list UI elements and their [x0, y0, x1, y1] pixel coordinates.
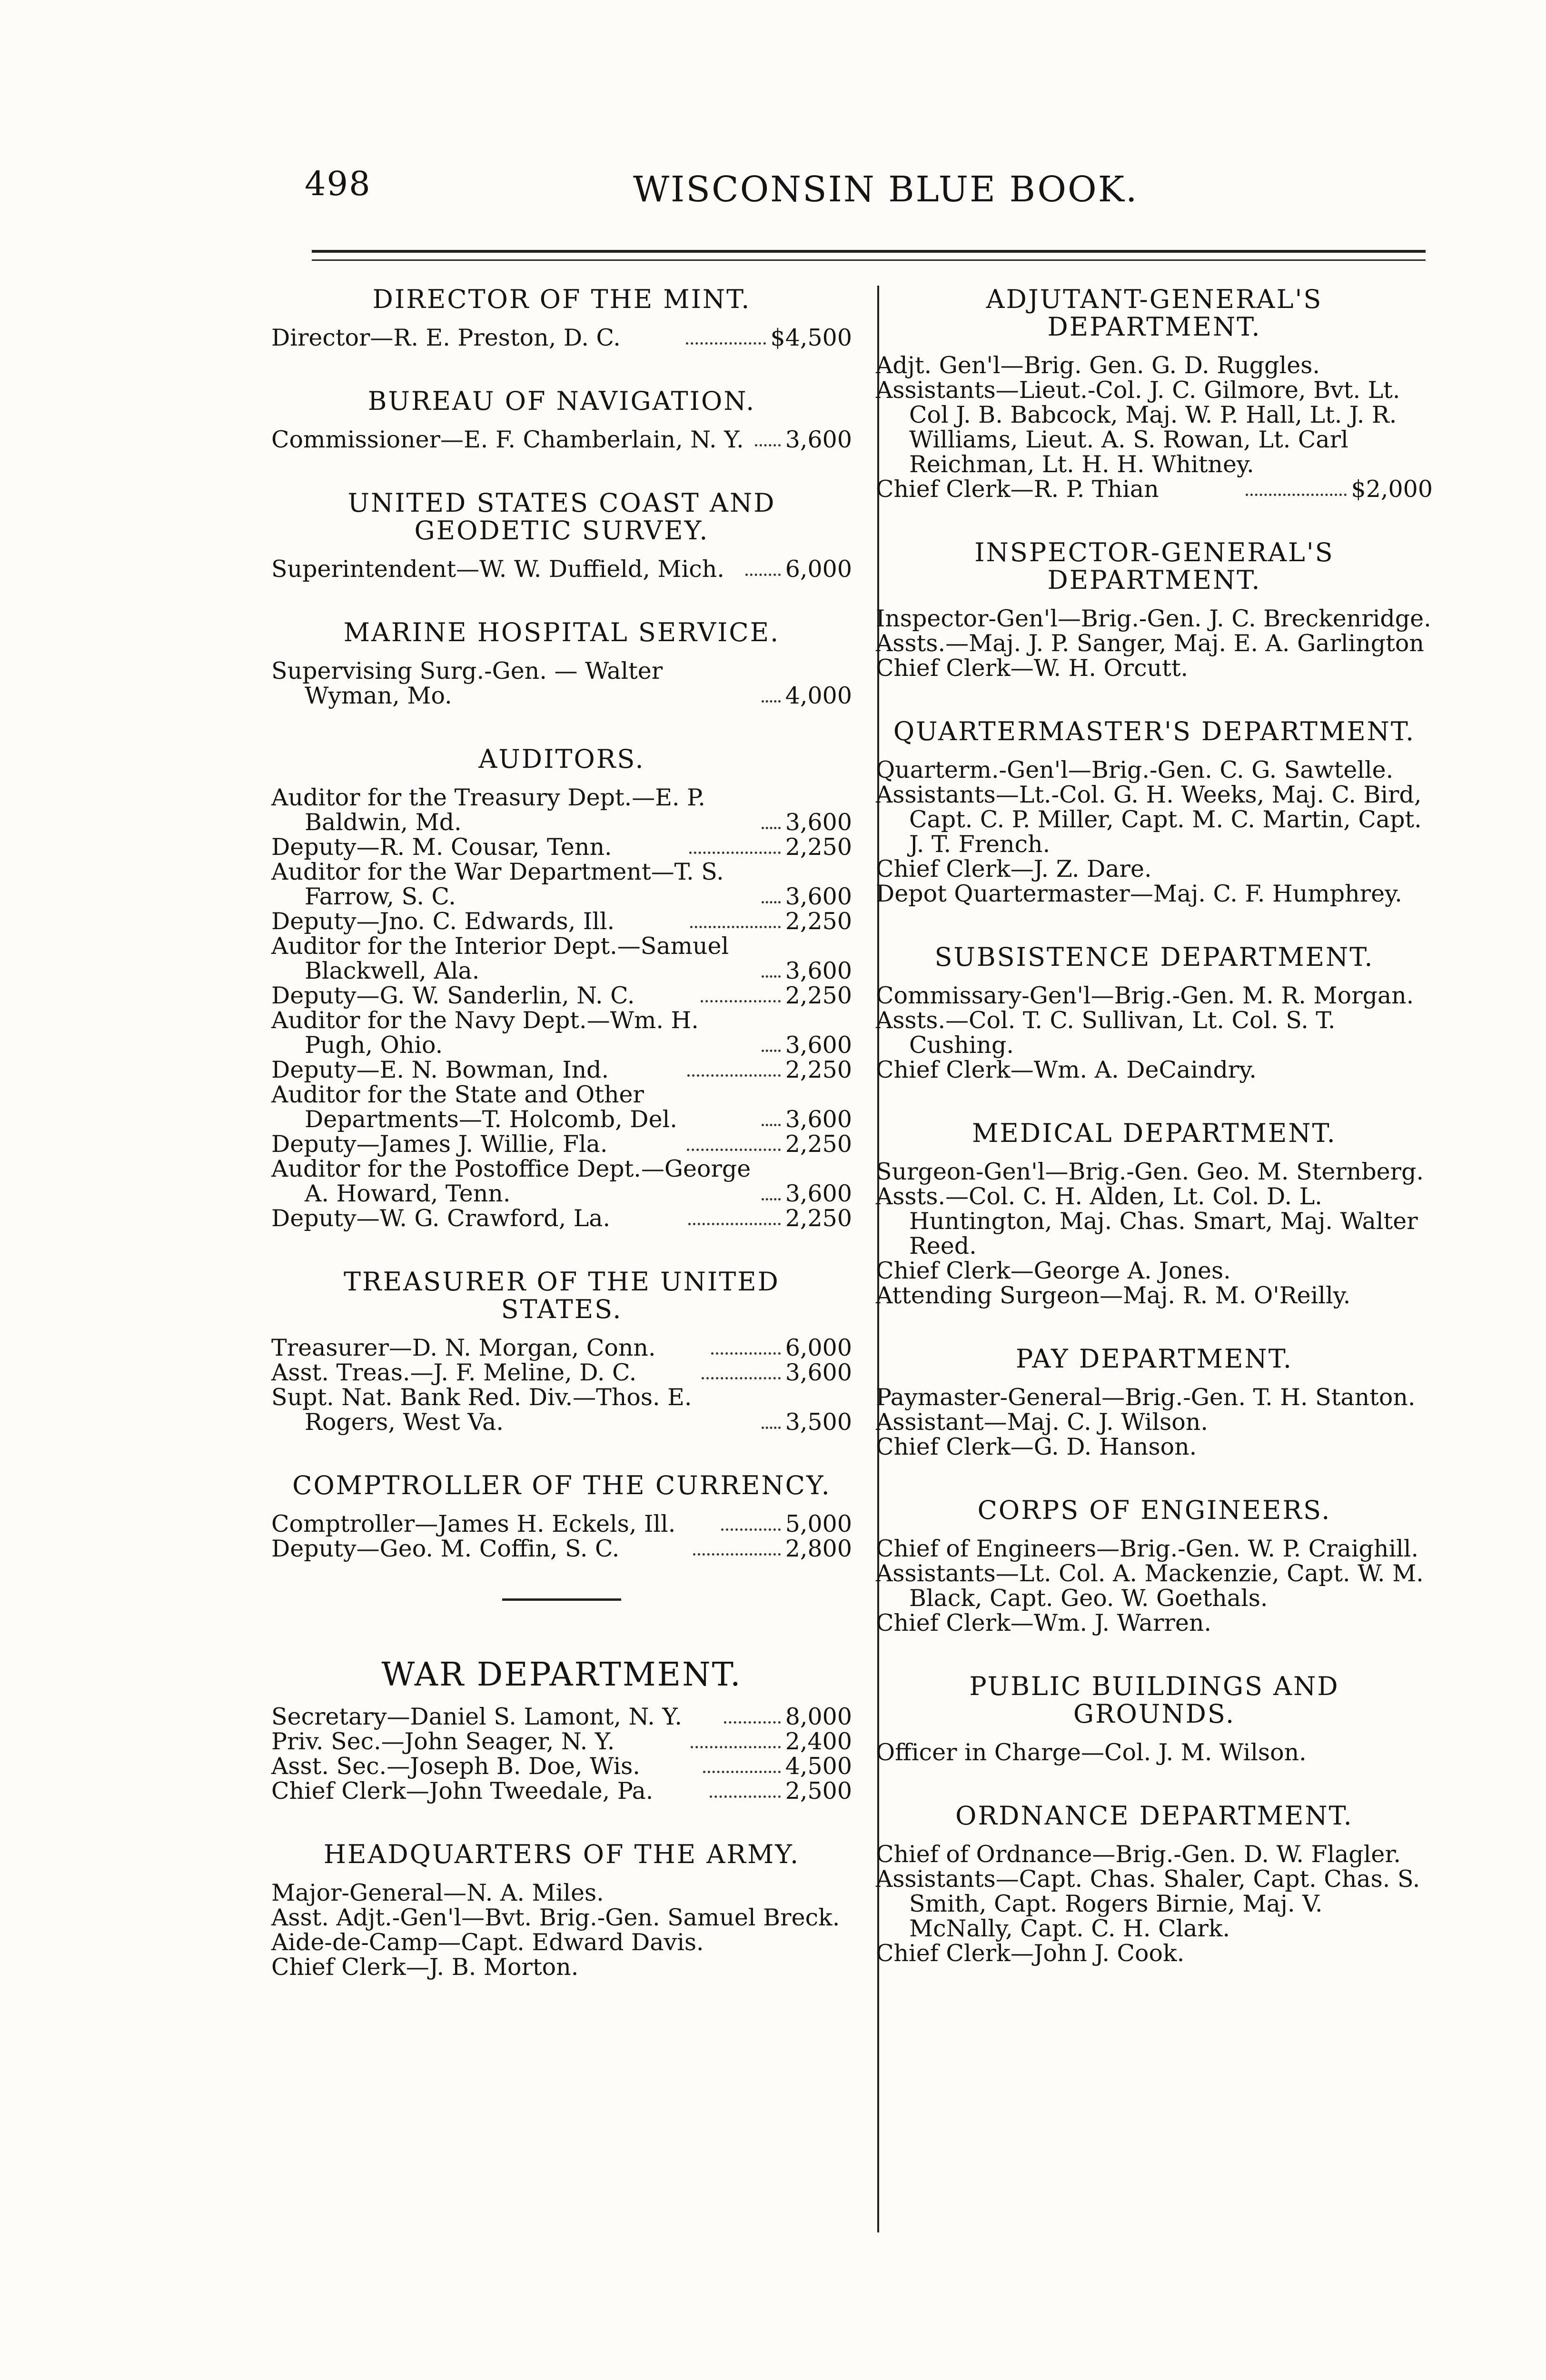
section-united-states-coast-and-geodetic-survey — [271, 489, 852, 582]
entry — [876, 783, 1433, 857]
section-treasurer-of-the-united-states — [271, 1268, 852, 1435]
section-heading: WAR DEPARTMENT. — [381, 1656, 742, 1694]
entry — [876, 857, 1433, 882]
entry-text: Auditor for the Interior Dept.—Samuel Blackwell, Ala. — [271, 932, 729, 984]
section-heading: BUREAU OF NAVIGATION. — [367, 386, 756, 416]
entry-text: Chief Clerk—Wm. J. Warren. — [876, 1609, 1211, 1636]
entry — [271, 1082, 852, 1132]
entry — [876, 882, 1433, 906]
dot-leader — [762, 1427, 781, 1429]
entry — [271, 1729, 852, 1754]
section-subsistence-department — [876, 943, 1433, 1082]
entry-text: Attending Surgeon—Maj. R. M. O'Reilly. — [876, 1282, 1351, 1309]
entry-text: Priv. Sec.—John Seager, N. Y. — [271, 1728, 615, 1755]
section-heading: SUBSISTENCE DEPARTMENT. — [934, 942, 1374, 972]
section-adjutant-general-s-department — [876, 286, 1433, 502]
dot-leader — [710, 1795, 781, 1798]
dot-leader — [721, 1528, 781, 1531]
header-rule-thick — [312, 250, 1426, 253]
entry — [876, 1410, 1433, 1435]
entry — [271, 1881, 852, 1905]
entry-text: Deputy—Geo. M. Coffin, S. C. — [271, 1535, 620, 1562]
entry-text: Asst. Adjt.-Gen'l—Bvt. Brig.-Gen. Samuel Breck. — [271, 1904, 840, 1931]
entry-text: Major-General—N. A. Miles. — [271, 1879, 604, 1906]
entry — [271, 983, 852, 1008]
entry-text: Assts.—Col. T. C. Sullivan, Lt. Col. S. T. Cushing. — [876, 1007, 1336, 1059]
section-inspector-general-s-department — [876, 539, 1433, 681]
entry — [271, 1132, 852, 1157]
section-heading: MEDICAL DEPARTMENT. — [972, 1118, 1337, 1148]
entry-text: Deputy—James J. Willie, Fla. — [271, 1130, 608, 1158]
section-heading: PAY DEPARTMENT. — [1015, 1344, 1293, 1374]
entry-text: Chief Clerk—J. Z. Dare. — [876, 855, 1152, 883]
section-heading: PUBLIC BUILDINGS AND GROUNDS. — [969, 1671, 1339, 1729]
right-column — [876, 286, 1433, 2003]
entry-text: Auditor for the State and Other Departments—T. Holcomb, Del. — [271, 1081, 677, 1133]
dot-leader — [687, 1149, 781, 1151]
entry-text: Assistants—Lt.-Col. G. H. Weeks, Maj. C. Bird, Capt. C. P. Miller, Capt. M. C. Martin, Capt. J. T. French. — [876, 781, 1422, 858]
entry-salary: 2,400 — [785, 1728, 852, 1755]
header-rule-thin — [312, 259, 1426, 261]
section-heading: COMPTROLLER OF THE CURRENCY. — [292, 1470, 831, 1500]
entry-text: Chief of Ordnance—Brig.-Gen. D. W. Flagler. — [876, 1841, 1401, 1868]
entry-text: Deputy—E. N. Bowman, Ind. — [271, 1056, 609, 1083]
entry-salary: 4,000 — [785, 682, 852, 709]
entry — [271, 1385, 852, 1435]
entry — [271, 1206, 852, 1231]
entry — [271, 909, 852, 934]
section-heading: QUARTERMASTER'S DEPARTMENT. — [893, 716, 1416, 746]
entry — [271, 1512, 852, 1537]
entry — [271, 1955, 852, 1980]
entry-text: Assistants—Lt. Col. A. Mackenzie, Capt. W. M. Black, Capt. Geo. W. Goethals. — [876, 1560, 1424, 1612]
dot-leader — [690, 926, 780, 928]
section-heading: DIRECTOR OF THE MINT. — [372, 284, 751, 314]
entry-salary: 3,600 — [785, 426, 852, 453]
section-heading: MARINE HOSPITAL SERVICE. — [343, 617, 780, 647]
dot-leader — [691, 1746, 781, 1748]
entry-text: Assistants—Capt. Chas. Shaler, Capt. Chas. S. Smith, Capt. Rogers Birnie, Maj. V. McNally, Capt. C. H. Clark. — [876, 1865, 1420, 1942]
entry-salary: 3,600 — [785, 1180, 852, 1207]
dot-leader — [762, 827, 781, 829]
dot-leader — [724, 1721, 780, 1724]
entry-text: Assts.—Maj. J. P. Sanger, Maj. E. A. Garlington — [876, 630, 1424, 657]
dot-leader — [711, 1352, 781, 1355]
entry — [876, 1435, 1433, 1459]
entry — [876, 1008, 1433, 1058]
section-auditors — [271, 745, 852, 1231]
dot-leader — [762, 1198, 781, 1200]
dot-leader — [693, 1553, 781, 1556]
entry-text: Deputy—R. M. Cousar, Tenn. — [271, 833, 612, 861]
dot-leader — [745, 574, 781, 576]
entry — [271, 557, 852, 582]
entry — [271, 1705, 852, 1729]
entry-text: Auditor for the Postoffice Dept.—George A. Howard, Tenn. — [271, 1155, 751, 1207]
section-marine-hospital-service — [271, 619, 852, 708]
entry — [876, 606, 1433, 631]
entry — [271, 785, 852, 835]
section-quartermaster-s-department — [876, 718, 1433, 906]
entry-text: Aide-de-Camp—Capt. Edward Davis. — [271, 1929, 704, 1956]
entry-salary: 3,600 — [785, 1359, 852, 1386]
entry-text: Asst. Sec.—Joseph B. Doe, Wis. — [271, 1753, 640, 1780]
entry-text: Quarterm.-Gen'l—Brig.-Gen. C. G. Sawtelle. — [876, 756, 1394, 783]
section-medical-department — [876, 1120, 1433, 1308]
page-header — [305, 164, 1428, 226]
entry — [876, 1941, 1433, 1966]
entry — [876, 477, 1433, 502]
entry — [876, 1867, 1433, 1941]
entry-text: Deputy—G. W. Sanderlin, N. C. — [271, 982, 635, 1009]
entry-text: Auditor for the Treasury Dept.—E. P. Baldwin, Md. — [271, 784, 705, 836]
entry — [876, 1537, 1433, 1561]
dot-leader — [703, 1771, 780, 1773]
section-headquarters-of-the-army — [271, 1841, 852, 1980]
dot-leader — [1246, 494, 1347, 496]
entry-salary: 3,600 — [785, 957, 852, 984]
entry-salary: 2,250 — [785, 833, 852, 861]
entry-text: Comptroller—James H. Eckels, Ill. — [271, 1510, 676, 1537]
entry — [271, 659, 852, 708]
entry-text: Treasurer—D. N. Morgan, Conn. — [271, 1334, 656, 1361]
entry — [876, 353, 1433, 378]
entry-salary: 2,250 — [785, 1130, 852, 1158]
entry-text: Auditor for the War Department—T. S. Farrow, S. C. — [271, 858, 724, 910]
entry-salary: 2,250 — [785, 1056, 852, 1083]
entry — [876, 1740, 1433, 1765]
entry — [271, 427, 852, 452]
entry — [271, 1930, 852, 1955]
entry — [876, 1842, 1433, 1867]
entry — [876, 631, 1433, 656]
entry-text: Assistants—Lieut.-Col. J. C. Gilmore, Bvt. Lt. Col J. B. Babcock, Maj. W. P. Hall, Lt. J. R. Williams, Lieut. A. S. Rowan, Lt. Carl Reichman, Lt. H. H. Whitney. — [876, 377, 1400, 478]
entry — [876, 1259, 1433, 1283]
entry — [271, 1779, 852, 1804]
entry-text: Depot Quartermaster—Maj. C. F. Humphrey. — [876, 880, 1402, 907]
section-heading: ADJUTANT-GENERAL'S DEPARTMENT. — [986, 284, 1323, 342]
entry-text: Chief Clerk—John J. Cook. — [876, 1940, 1185, 1967]
section-divider-rule — [502, 1598, 621, 1601]
entry — [271, 1537, 852, 1561]
section-heading: INSPECTOR-GENERAL'S DEPARTMENT. — [974, 537, 1334, 595]
entry-salary: 5,000 — [785, 1510, 852, 1537]
entry-text: Chief of Engineers—Brig.-Gen. W. P. Craighill. — [876, 1535, 1419, 1562]
entry-text: Secretary—Daniel S. Lamont, N. Y. — [271, 1703, 683, 1730]
dot-leader — [762, 975, 781, 978]
entry-salary: 2,250 — [785, 908, 852, 935]
entry — [271, 1336, 852, 1360]
section-corps-of-engineers — [876, 1497, 1433, 1636]
entry-text: Paymaster-General—Brig.-Gen. T. H. Stanton. — [876, 1384, 1416, 1411]
dot-leader — [762, 700, 781, 703]
dot-leader — [762, 1050, 781, 1052]
entry-salary: 8,000 — [785, 1703, 852, 1730]
entry — [271, 326, 852, 350]
section-heading: UNITED STATES COAST AND GEODETIC SURVEY. — [347, 488, 776, 545]
entry-text: Commissary-Gen'l—Brig.-Gen. M. R. Morgan. — [876, 982, 1414, 1009]
entry-text: Director—R. E. Preston, D. C. — [271, 324, 621, 351]
entry — [876, 1283, 1433, 1308]
entry-text: Chief Clerk—John Tweedale, Pa. — [271, 1777, 654, 1805]
section-heading: TREASURER OF THE UNITED STATES. — [344, 1267, 780, 1324]
entry-text: Adjt. Gen'l—Brig. Gen. G. D. Ruggles. — [876, 352, 1320, 379]
entry-text: Inspector-Gen'l—Brig.-Gen. J. C. Breckenridge. — [876, 605, 1431, 632]
entry-text: Chief Clerk—George A. Jones. — [876, 1257, 1231, 1284]
dot-leader — [686, 342, 765, 345]
entry — [876, 1561, 1433, 1611]
entry-salary: 4,500 — [785, 1753, 852, 1780]
entry-text: Assts.—Col. C. H. Alden, Lt. Col. D. L. Huntington, Maj. Chas. Smart, Maj. Walter Reed. — [876, 1183, 1418, 1259]
entry — [271, 1360, 852, 1385]
entry-text: Deputy—W. G. Crawford, La. — [271, 1205, 611, 1232]
section-comptroller-of-the-currency — [271, 1472, 852, 1561]
section-heading: ORDNANCE DEPARTMENT. — [955, 1801, 1353, 1831]
dot-leader — [688, 1223, 781, 1225]
entry-text: Deputy—Jno. C. Edwards, Ill. — [271, 908, 615, 935]
entry — [271, 1754, 852, 1779]
entry — [876, 1160, 1433, 1184]
dot-leader — [687, 1074, 780, 1077]
entry-salary: 2,250 — [785, 982, 852, 1009]
entry — [876, 656, 1433, 681]
entry — [876, 758, 1433, 783]
section-heading: HEADQUARTERS OF THE ARMY. — [323, 1839, 800, 1869]
entry-text: Chief Clerk—W. H. Orcutt. — [876, 654, 1189, 682]
dot-leader — [702, 1377, 781, 1379]
section-public-buildings-and-grounds — [876, 1673, 1433, 1765]
entry — [876, 1058, 1433, 1082]
entry-salary: 3,500 — [785, 1408, 852, 1436]
entry-salary: 2,250 — [785, 1205, 852, 1232]
entry-salary: 3,600 — [785, 883, 852, 910]
entry-text: Chief Clerk—Wm. A. DeCaindry. — [876, 1056, 1257, 1083]
entry-salary: 6,000 — [785, 1334, 852, 1361]
dot-leader — [762, 1124, 781, 1126]
entry — [876, 1184, 1433, 1259]
entry-text: Commissioner—E. F. Chamberlain, N. Y. — [271, 426, 744, 453]
entry — [271, 835, 852, 860]
entry-salary: 3,600 — [785, 809, 852, 836]
entry — [271, 1157, 852, 1206]
entry-text: Asst. Treas.—J. F. Meline, D. C. — [271, 1359, 637, 1386]
entry-text: Supervising Surg.-Gen. — Walter Wyman, Mo. — [271, 657, 663, 709]
section-ordnance-department — [876, 1802, 1433, 1966]
page-number: 498 — [305, 164, 371, 203]
entry-text: Superintendent—W. W. Duffield, Mich. — [271, 555, 724, 583]
entry-salary: 2,500 — [785, 1777, 852, 1805]
entry-text: Chief Clerk—J. B. Morton. — [271, 1954, 579, 1981]
entry — [271, 1008, 852, 1058]
dot-leader — [701, 1000, 781, 1002]
dot-leader — [689, 852, 781, 854]
section-bureau-of-navigation — [271, 387, 852, 452]
entry-text: Surgeon-Gen'l—Brig.-Gen. Geo. M. Sternberg. — [876, 1158, 1424, 1185]
entry-text: Chief Clerk—R. P. Thian — [876, 476, 1159, 503]
dot-leader — [762, 901, 781, 903]
entry — [876, 983, 1433, 1008]
left-column — [271, 286, 852, 2017]
section-director-of-the-mint — [271, 286, 852, 350]
entry-salary: 3,600 — [785, 1106, 852, 1133]
entry — [271, 860, 852, 909]
entry — [876, 1611, 1433, 1636]
entry-salary: 6,000 — [785, 555, 852, 583]
entry-text: Supt. Nat. Bank Red. Div.—Thos. E. Rogers, West Va. — [271, 1384, 692, 1436]
section-pay-department — [876, 1345, 1433, 1459]
entry-salary: 2,800 — [785, 1535, 852, 1562]
entry — [271, 1058, 852, 1082]
entry-salary: $4,500 — [770, 324, 852, 351]
entry-salary: 3,600 — [785, 1031, 852, 1059]
entry — [271, 1905, 852, 1930]
entry — [876, 378, 1433, 477]
section-heading: AUDITORS. — [478, 744, 645, 774]
section-war-department — [271, 1658, 852, 1804]
entry-text: Assistant—Maj. C. J. Wilson. — [876, 1408, 1208, 1436]
running-title: WISCONSIN BLUE BOOK. — [633, 169, 1139, 210]
entry — [271, 934, 852, 983]
entry-text: Auditor for the Navy Dept.—Wm. H. Pugh, Ohio. — [271, 1007, 699, 1059]
entry — [876, 1385, 1433, 1410]
entry-text: Officer in Charge—Col. J. M. Wilson. — [876, 1739, 1307, 1766]
entry-salary: $2,000 — [1351, 476, 1433, 503]
entry-text: Chief Clerk—G. D. Hanson. — [876, 1433, 1197, 1460]
dot-leader — [755, 444, 780, 446]
section-heading: CORPS OF ENGINEERS. — [977, 1495, 1331, 1525]
